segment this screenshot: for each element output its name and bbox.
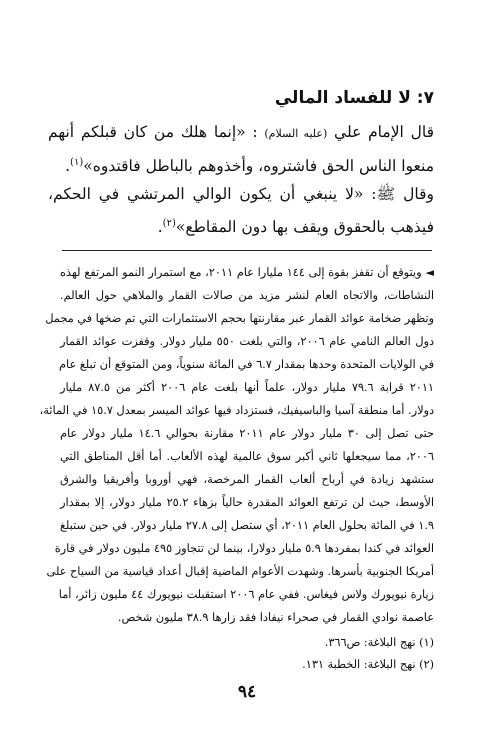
- quote-2-text: : «لا ينبغي أن يكون الوالي المرتشي في الحكم، فيذهب بالحقوق ويقف بها دون المقاطع»: [48, 185, 434, 237]
- body-line: النشاطات، والاتجاه العام لنشر مزيد من صالات القمار والملاهي حول العالم.: [60, 289, 434, 302]
- footnote-ref-1[interactable]: (١): [70, 157, 84, 168]
- quote-1-text: : «إنما هلك من كان قبلكم أنهم منعوا الناس الحق فاشتروه، وأخذوهم بالباطل فاقتدوه»: [48, 123, 434, 176]
- body-line: دولار. أما منطقة آسيا والباسيفيك، فستزداد فيها عوائد الميسر بمعدل ١٥.٧ في المائة،: [39, 404, 434, 417]
- triangle-marker-icon: ◄: [425, 266, 434, 279]
- continuation-note: [39, 261, 434, 629]
- body-line: ٢٠٠٦، مما سيجعلها ثاني أكبر سوق عالمية لهذه الألعاب. أما أقل المناطق التي: [60, 450, 434, 463]
- body-line: ٢٠١١ قرابة ٧٩.٦ مليار دولار، علماً أنها بلغت عام ٢٠٠٦ أكثر من ٨٧.٥ مليار: [60, 381, 434, 394]
- quote-paragraph-2: [48, 180, 434, 242]
- body-line: ١.٩ في المائة بحلول العام ٢٠١١، أي ستصل إلى ٢٧.٨ مليار دولار. في حين ستبلغ: [59, 519, 434, 532]
- quote-1-honorific: (عليه السلام): [264, 127, 328, 140]
- body-line: أمريكا الجنوبية بأسرها. وشهدت الأعوام الماضية إقبال أعداد قياسية من السياح على: [46, 565, 434, 578]
- quote-2-end: .: [157, 218, 163, 237]
- body-line: في الولايات المتحدة وحدها بمقدار ٦.٧ في المائة سنوياً، ومن المتوقع أن تبلغ عام: [59, 358, 434, 371]
- separator-rule: [62, 250, 432, 251]
- page-number: ٩٤: [237, 682, 257, 702]
- quote-1-intro: قال الإمام علي: [334, 123, 434, 141]
- body-line: حتى تصل إلى ٣٠ مليار دولار عام ٢٠١١ مقارنة بحوالي ١٤.٦ مليار دولار عام: [60, 427, 434, 440]
- body-line-text: ويتوقع أن تقفز بقوة إلى ١٤٤ مليارا عام ٢٠١١، مع استمرار النمو المرتفع لهذه: [60, 266, 422, 279]
- footnote-2: (٢) نهج البلاغة: الخطبة ١٣١.: [302, 658, 434, 671]
- quote-2-intro: وقال ﷺ: [376, 185, 435, 203]
- body-line: العوائد في كندا بمفردها ٥.٩ مليار دولارا، بينما لن تتجاوز ٤٩٥ مليون دولار في قارة: [54, 542, 434, 555]
- body-line: دول العالم النامي عام ٢٠٠٦، والتي بلغت ٥٥٠ مليار دولار. وقفزت عوائد القمار: [60, 335, 434, 348]
- footnote-1: (١) نهج البلاغة: ص٣٦٦.: [324, 636, 434, 649]
- body-line: ستشهد زيادة في أرباح ألعاب القمار المرخصة، فهي أوروبا وأفريقيا والشرق: [60, 473, 434, 486]
- footnote-ref-2[interactable]: (٢): [162, 218, 176, 229]
- body-line: وتظهر ضخامة عوائد القمار عبر مقارنتها بحجم الاستثمارات التي تم ضخها في مجمل: [45, 312, 434, 325]
- section-heading: ٧: لا للفساد المالي: [274, 88, 434, 108]
- body-line: الأوسط، حيث لن ترتفع العوائد المقدرة حالياً بزهاء ٢٥.٢ مليار دولار، إلا بمقدار: [60, 496, 434, 509]
- body-line: عاصمة نوادي القمار في صحراء نيفادا فقد زارها ٣٨.٩ مليون شخص.: [117, 611, 434, 624]
- body-line: زيارة نيويورك ولاس فيغاس. ففي عام ٢٠٠٦ استقبلت نيويورك ٤٤ مليون زائر، أما: [58, 588, 434, 601]
- body-line: [60, 261, 434, 284]
- quote-paragraph-1: [48, 118, 434, 181]
- quote-1-end: .: [65, 157, 71, 176]
